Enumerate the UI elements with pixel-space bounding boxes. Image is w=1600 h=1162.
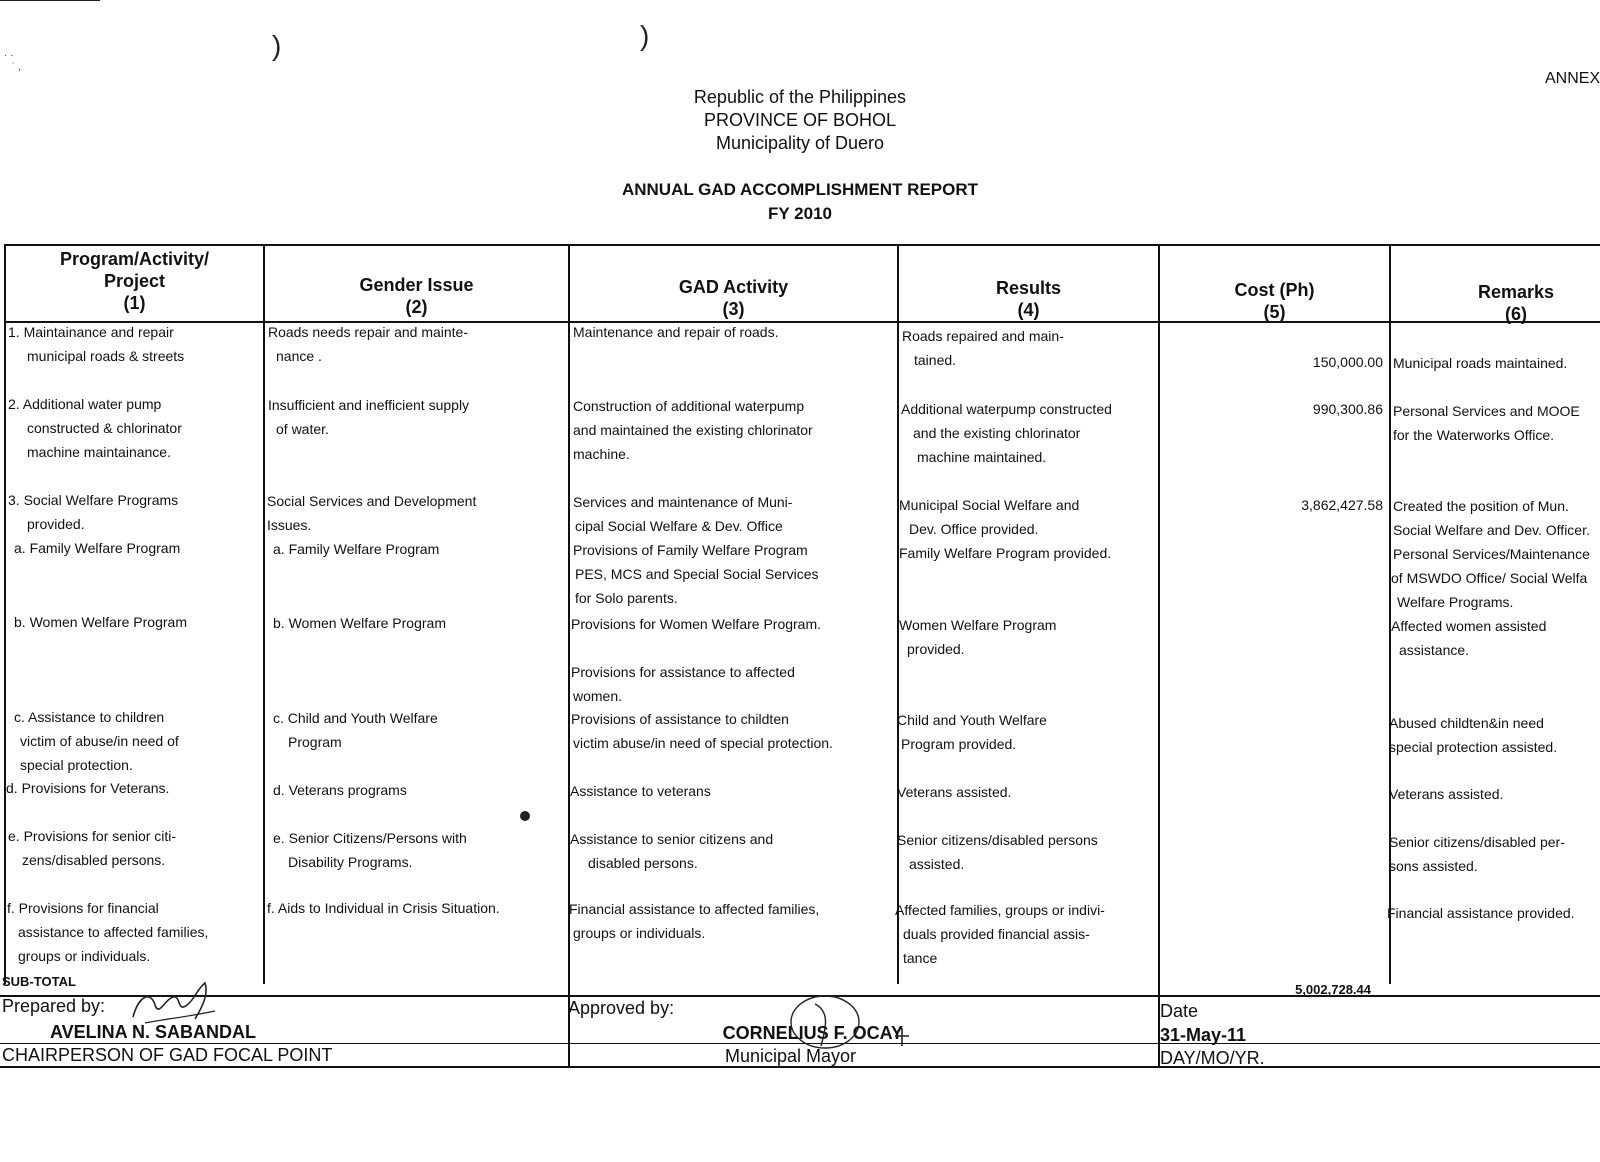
- gad-activity-cell: Assistance to senior citizens and: [570, 831, 774, 847]
- remarks-cell: Veterans assisted.: [1389, 786, 1504, 802]
- remarks-cell: Abused childten&in need: [1389, 715, 1544, 731]
- gad-activity-cell: Financial assistance to affected families,: [569, 901, 820, 917]
- gender-issue-cell: b. Women Welfare Program: [273, 615, 446, 631]
- header-country: Republic of the Philippines: [693, 87, 907, 107]
- prepared-by-name: AVELINA N. SABANDAL: [50, 1022, 256, 1042]
- cost-cell: 3,862,427.58: [1301, 497, 1383, 513]
- results-cell: Municipal Social Welfare and: [899, 497, 1080, 513]
- program-cell: c. Assistance to children: [14, 709, 165, 725]
- column-header-cost: Cost (Ph) (5): [1234, 280, 1315, 322]
- gad-activity-cell: groups or individuals.: [573, 925, 706, 941]
- program-cell: b. Women Welfare Program: [14, 614, 187, 630]
- program-cell: 3. Social Welfare Programs: [8, 492, 179, 508]
- scan-mark: ): [640, 20, 650, 51]
- remarks-cell: Municipal roads maintained.: [1393, 355, 1568, 371]
- results-cell: Affected families, groups or indivi-: [895, 902, 1105, 918]
- remarks-cell: Social Welfare and Dev. Officer.: [1393, 522, 1590, 538]
- gad-activity-cell: machine.: [573, 446, 630, 462]
- program-cell: a. Family Welfare Program: [14, 540, 181, 556]
- gender-issue-cell: e. Senior Citizens/Persons with: [273, 830, 467, 846]
- column-header-results: Results (4): [995, 278, 1062, 320]
- column-header-gad-activity: GAD Activity (3): [678, 277, 789, 319]
- gad-activity-cell: cipal Social Welfare & Dev. Office: [575, 518, 783, 534]
- gender-issue-cell: Disability Programs.: [288, 854, 413, 870]
- results-cell: Family Welfare Program provided.: [899, 545, 1112, 561]
- program-cell: e. Provisions for senior citi-: [8, 828, 177, 844]
- results-cell: Program provided.: [901, 736, 1017, 752]
- results-cell: Child and Youth Welfare: [897, 712, 1047, 728]
- subtotal-value: 5,002,728.44: [1295, 982, 1371, 997]
- results-cell: Veterans assisted.: [897, 784, 1012, 800]
- gender-issue-cell: a. Family Welfare Program: [273, 541, 440, 557]
- cost-cell: 990,300.86: [1312, 401, 1383, 417]
- signature-prepared: [125, 975, 225, 1035]
- gad-activity-cell: Services and maintenance of Muni-: [573, 494, 793, 510]
- remarks-cell: Senior citizens/disabled per-: [1389, 834, 1565, 850]
- gender-issue-cell: Roads needs repair and mainte-: [268, 324, 469, 340]
- signature-stroke: [145, 1011, 215, 1023]
- column-divider: [568, 244, 570, 1066]
- remarks-cell: Financial assistance provided.: [1387, 905, 1575, 921]
- ink-dot: [520, 811, 530, 821]
- results-cell: Dev. Office provided.: [909, 521, 1039, 537]
- signature-stroke: [815, 1004, 826, 1046]
- signature-approved: [775, 990, 925, 1060]
- program-cell: machine maintainance.: [27, 444, 171, 460]
- gender-issue-cell: Social Services and Development: [267, 493, 477, 509]
- header-province: PROVINCE OF BOHOL: [703, 110, 897, 130]
- program-cell: 2. Additional water pump: [8, 396, 162, 412]
- header-municipality: Municipality of Duero: [715, 133, 885, 153]
- gad-activity-cell: and maintained the existing chlorinator: [573, 422, 813, 438]
- report-fy: FY 2010: [768, 204, 832, 223]
- gender-issue-cell: of water.: [276, 421, 329, 437]
- gad-activity-cell: Construction of additional waterpump: [573, 398, 805, 414]
- program-cell: municipal roads & streets: [27, 348, 185, 364]
- cost-cell: 150,000.00: [1312, 354, 1383, 370]
- gad-activity-cell: for Solo parents.: [575, 590, 678, 606]
- gad-activity-cell: PES, MCS and Special Social Services: [575, 566, 819, 582]
- remarks-cell: Affected women assisted: [1391, 618, 1547, 634]
- gender-issue-cell: d. Veterans programs: [273, 782, 407, 798]
- approved-by-title: Municipal Mayor: [725, 1046, 857, 1066]
- results-cell: Senior citizens/disabled persons: [897, 832, 1098, 848]
- gad-activity-cell: Provisions for Women Welfare Program.: [571, 616, 822, 632]
- approved-by-name: CORNELIUS F. OCAY: [722, 1023, 903, 1043]
- date-value: 31-May-11: [1160, 1025, 1247, 1045]
- remarks-cell: sons assisted.: [1389, 858, 1478, 874]
- results-cell: Women Welfare Program: [899, 617, 1057, 633]
- column-header-gender-issue: Gender Issue (2): [359, 275, 474, 317]
- table-left-border: [4, 244, 6, 984]
- scan-speck: ˙ ,: [12, 62, 21, 73]
- remarks-cell: of MSWDO Office/ Social Welfa: [1391, 570, 1588, 586]
- gad-activity-cell: Provisions for assistance to affected: [571, 664, 795, 680]
- gad-activity-cell: Provisions of assistance to childten: [571, 711, 789, 727]
- program-cell: 1. Maintainance and repair: [8, 324, 174, 340]
- program-cell: special protection.: [20, 757, 133, 773]
- gender-issue-cell: f. Aids to Individual in Crisis Situation.: [267, 900, 500, 916]
- program-cell: f. Provisions for financial: [7, 900, 159, 916]
- program-cell: constructed & chlorinator: [27, 420, 182, 436]
- results-cell: tained.: [914, 352, 957, 368]
- scan-speck: · ·: [4, 50, 14, 61]
- remarks-cell: Personal Services and MOOE: [1393, 403, 1580, 419]
- date-label: Date: [1160, 1001, 1199, 1021]
- prepared-by-label: Prepared by:: [2, 996, 106, 1016]
- results-cell: duals provided financial assis-: [903, 926, 1090, 942]
- report-title: ANNUAL GAD ACCOMPLISHMENT REPORT: [621, 180, 979, 199]
- column-divider: [263, 244, 265, 984]
- subtotal-label: SUB-TOTAL: [2, 974, 76, 989]
- gender-issue-cell: Issues.: [267, 517, 312, 533]
- gender-issue-cell: Program: [288, 734, 342, 750]
- gender-issue-cell: Insufficient and inefficient supply: [268, 397, 470, 413]
- scan-mark: ): [272, 30, 282, 61]
- prepared-by-title: CHAIRPERSON OF GAD FOCAL POINT: [2, 1045, 333, 1065]
- approved-by-label: Approved by:: [568, 998, 675, 1018]
- program-cell: provided.: [27, 516, 85, 532]
- remarks-cell: Created the position of Mun.: [1393, 498, 1569, 514]
- gad-activity-cell: disabled persons.: [588, 855, 698, 871]
- annex-label: ANNEX: [1545, 70, 1600, 87]
- remarks-cell: Personal Services/Maintenance: [1393, 546, 1590, 562]
- program-cell: assistance to affected families,: [18, 924, 209, 940]
- results-cell: assisted.: [909, 856, 965, 872]
- program-cell: zens/disabled persons.: [22, 852, 166, 868]
- gad-activity-cell: women.: [573, 688, 623, 704]
- gad-activity-cell: Assistance to veterans: [570, 783, 711, 799]
- remarks-cell: assistance.: [1399, 642, 1470, 658]
- remarks-cell: special protection assisted.: [1389, 739, 1558, 755]
- column-header-remarks: Remarks (6): [1477, 282, 1555, 324]
- results-cell: Roads repaired and main-: [902, 328, 1064, 344]
- gad-activity-cell: victim abuse/in need of special protection.: [573, 735, 833, 751]
- program-cell: d. Provisions for Veterans.: [6, 780, 170, 796]
- scan-edge-line: [0, 0, 100, 1]
- results-cell: provided.: [907, 641, 965, 657]
- results-cell: machine maintained.: [917, 449, 1047, 465]
- column-header-program: Program/Activity/ Project (1): [59, 249, 210, 313]
- date-format: DAY/MO/YR.: [1160, 1048, 1265, 1068]
- gender-issue-cell: c. Child and Youth Welfare: [273, 710, 438, 726]
- gad-activity-cell: Provisions of Family Welfare Program: [573, 542, 808, 558]
- signature-stroke: [895, 1028, 909, 1046]
- gender-issue-cell: nance .: [276, 348, 322, 364]
- results-cell: and the existing chlorinator: [913, 425, 1081, 441]
- remarks-cell: for the Waterworks Office.: [1393, 427, 1555, 443]
- table-top-border: [4, 244, 1600, 246]
- remarks-cell: Welfare Programs.: [1397, 594, 1514, 610]
- gad-activity-cell: Maintenance and repair of roads.: [573, 324, 779, 340]
- program-cell: victim of abuse/in need of: [20, 733, 179, 749]
- results-cell: Additional waterpump constructed: [901, 401, 1112, 417]
- results-cell: tance: [903, 950, 938, 966]
- program-cell: groups or individuals.: [18, 948, 151, 964]
- signature-stroke: [133, 983, 206, 1019]
